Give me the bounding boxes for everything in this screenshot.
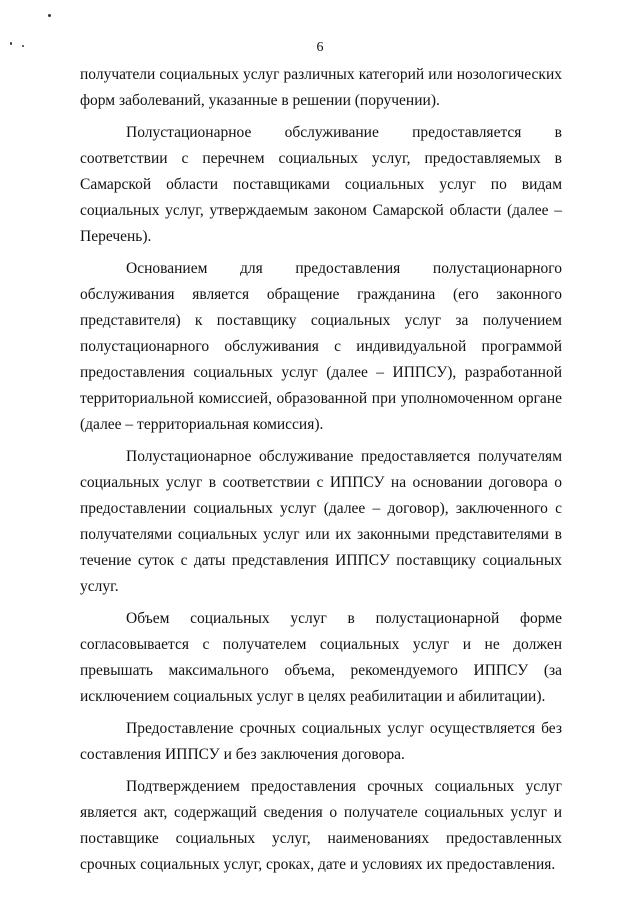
paragraph: Полустационарное обслуживание предоставляется получателям социальных услуг в соответствии с ИППСУ на основании договора о предоставлении социальных услуг (далее – договор), заключенного с получателями социальных услуг или их законными представителями в течение суток с даты представления ИППСУ поставщику социальных услуг.	[80, 448, 562, 595]
document-body	[80, 62, 562, 884]
paragraph: Основанием для предоставления полустационарного обслуживания является обращение гражданина (его законного представителя) к поставщику социальных услуг за получением полустационарного обслуживания с индивидуальной программой предоставления социальных услуг (далее – ИППСУ), разработанной территориальной комиссией, образованной при уполномоченном органе (далее – территориальная комиссия).	[80, 260, 562, 433]
paragraph: Предоставление срочных социальных услуг осуществляется без составления ИППСУ и без заключения договора.	[80, 720, 562, 763]
paragraph: Объем социальных услуг в полустационарной форме согласовывается с получателем социальных услуг и не должен превышать максимального объема, рекомендуемого ИППСУ (за исключением социальных услуг в целях реабилитации и абилитации).	[80, 610, 562, 705]
paragraph: Подтверждением предоставления срочных социальных услуг является акт, содержащий сведения о получателе социальных услуг и поставщике социальных услуг, наименованиях предоставленных срочных социальных услуг, сроках, дате и условиях их предоставления.	[80, 778, 562, 873]
paragraph: Полустационарное обслуживание предоставляется в соответствии с перечнем социальных услуг, предоставляемых в Самарской области поставщиками социальных услуг по видам социальных услуг, утверждаемым законом Самарской области (далее – Перечень).	[80, 124, 562, 245]
paragraph-continuation: получатели социальных услуг различных категорий или нозологических форм заболеваний, указанные в решении (поручении).	[80, 66, 562, 109]
page-number: 6	[316, 40, 324, 55]
scan-speck	[48, 14, 51, 17]
